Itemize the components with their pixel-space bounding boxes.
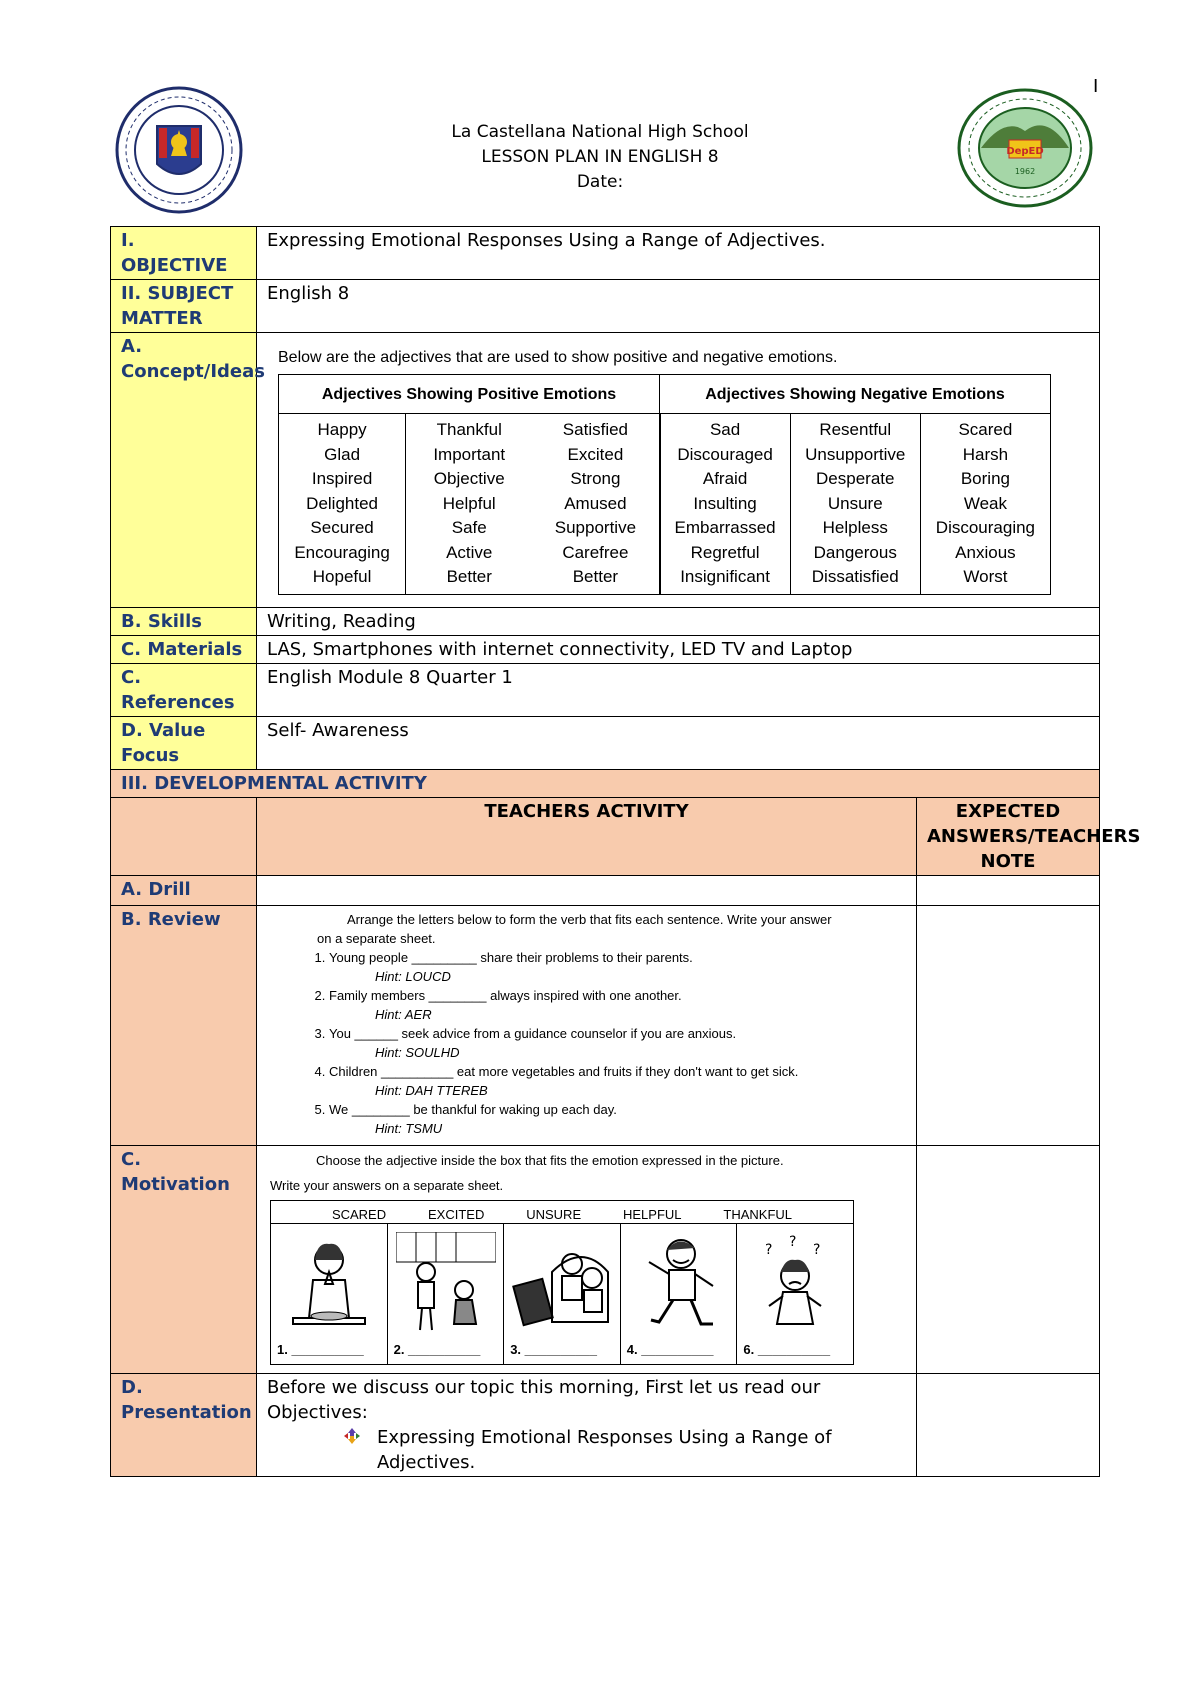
concept-label: A. Concept/Ideas <box>111 333 257 608</box>
kids-watching-tv-illustration <box>512 1232 612 1342</box>
school-name: La Castellana National High School <box>451 122 749 142</box>
materials-label: C. Materials <box>111 636 257 664</box>
review-list <box>287 948 916 1138</box>
motivation-choices-box <box>270 1200 854 1365</box>
list-item: 2. Family members ________ always inspired with one another. Hint: AER <box>329 986 916 1024</box>
plan-title: LESSON PLAN IN ENGLISH 8 <box>481 147 719 167</box>
materials-value: LAS, Smartphones with internet connectivity, LED TV and Laptop <box>257 636 1100 664</box>
positive-col-3: Satisfied Excited Strong Amused Supportive Carefree Better <box>532 414 659 595</box>
list-item: 4. Children __________ eat more vegetables and fruits if they don't want to get sick. Hint: DAH TTEREB <box>329 1062 916 1100</box>
positive-header: Adjectives Showing Positive Emotions <box>279 375 660 414</box>
document-header <box>0 120 1200 195</box>
blank-3: 3. __________ <box>510 1342 597 1357</box>
picture-5 <box>737 1224 853 1364</box>
presentation-notes <box>917 1374 1100 1477</box>
skills-label: B. Skills <box>111 608 257 636</box>
adjectives-table <box>278 374 1051 595</box>
negative-col-2: Resentful Unsupportive Desperate Unsure Helpless Dangerous Dissatisfied <box>790 414 920 595</box>
blank-5: 6. __________ <box>743 1342 831 1357</box>
expected-answers-header: EXPECTED ANSWERS/TEACHERS NOTE <box>917 798 1100 876</box>
objective-label: I. OBJECTIVE <box>111 227 257 280</box>
division-seal-badge: DepED <box>1006 146 1044 157</box>
presentation-objectives <box>267 1425 906 1475</box>
references-label: C. References <box>111 664 257 717</box>
negative-header: Adjectives Showing Negative Emotions <box>660 375 1051 414</box>
presentation-content <box>257 1374 917 1477</box>
positive-col-2: Thankful Important Objective Helpful Safe Active Better <box>406 414 533 595</box>
arrow-bullet-icon <box>343 1427 361 1445</box>
lesson-plan-table <box>110 226 1141 1477</box>
positive-col-1: Happy Glad Inspired Delighted Secured Encouraging Hopeful <box>279 414 406 595</box>
motivation-pictures <box>271 1223 853 1364</box>
drill-content <box>257 876 917 906</box>
review-content <box>257 906 917 1146</box>
drill-label: A. Drill <box>111 876 257 906</box>
blank-2: 2. __________ <box>393 1342 481 1357</box>
blank-4: 4. __________ <box>626 1342 714 1357</box>
objective-value: Expressing Emotional Responses Using a Range of Adjectives. <box>257 227 1100 280</box>
picture-1 <box>271 1224 388 1364</box>
presentation-text: Before we discuss our topic this morning, First let us read our Objectives: <box>267 1377 821 1423</box>
motivation-label: C. Motivation <box>111 1146 257 1374</box>
activity-header-blank <box>111 798 257 876</box>
review-notes <box>917 906 1100 1146</box>
review-intro: Arrange the letters below to form the verb that fits each sentence. Write your answer <box>347 912 832 927</box>
list-item: 5. We ________ be thankful for waking up each day. Hint: TSMU <box>329 1100 916 1138</box>
svg-text:?: ? <box>765 1242 773 1258</box>
choice-helpful: HELPFUL <box>623 1207 682 1222</box>
picture-3 <box>504 1224 621 1364</box>
motivation-intro: Choose the adjective inside the box that fits the emotion expressed in the picture. <box>316 1153 784 1168</box>
blank-1: 1. __________ <box>277 1342 364 1357</box>
motivation-content <box>257 1146 917 1374</box>
review-label: B. Review <box>111 906 257 1146</box>
picture-4 <box>621 1224 738 1364</box>
svg-text:?: ? <box>813 1242 821 1258</box>
review-intro-2: on a separate sheet. <box>317 931 436 946</box>
subject-matter-value: English 8 <box>257 280 1100 333</box>
motivation-choices <box>271 1201 853 1223</box>
value-focus-label: D. Value Focus <box>111 717 257 770</box>
adjectives-intro: Below are the adjectives that are used to show positive and negative emotions. <box>278 349 838 366</box>
teachers-activity-header: TEACHERS ACTIVITY <box>257 798 917 876</box>
boy-jumping-illustration <box>629 1232 729 1342</box>
motivation-intro-2: Write your answers on a separate sheet. <box>270 1178 504 1193</box>
choice-excited: EXCITED <box>428 1207 485 1222</box>
division-seal-year: 1962 <box>1014 167 1036 176</box>
subject-matter-label: II. SUBJECT MATTER <box>111 280 257 333</box>
girl-praying-illustration <box>279 1232 379 1342</box>
references-value: English Module 8 Quarter 1 <box>257 664 1100 717</box>
list-item: 1. Young people _________ share their problems to their parents. Hint: LOUCD <box>329 948 916 986</box>
developmental-activity-heading: III. DEVELOPMENTAL ACTIVITY <box>111 770 1100 798</box>
children-cleaning-illustration <box>396 1232 496 1342</box>
page-marker: I <box>1093 76 1099 97</box>
confused-girl-illustration <box>745 1232 845 1342</box>
presentation-objective-item: Expressing Emotional Responses Using a Range of Adjectives. <box>377 1427 832 1473</box>
drill-notes <box>917 876 1100 906</box>
skills-value: Writing, Reading <box>257 608 1100 636</box>
date-label: Date: <box>576 172 624 192</box>
picture-2 <box>388 1224 505 1364</box>
choice-thankful: THANKFUL <box>723 1207 793 1222</box>
list-item <box>377 1425 906 1475</box>
list-item: 3. You ______ seek advice from a guidance counselor if you are anxious. Hint: SOULHD <box>329 1024 916 1062</box>
negative-col-1: Sad Discouraged Afraid Insulting Embarrassed Regretful Insignificant <box>660 414 791 595</box>
negative-col-3: Scared Harsh Boring Weak Discouraging Anxious Worst <box>920 414 1050 595</box>
choice-scared: SCARED <box>331 1207 387 1222</box>
choice-unsure: UNSURE <box>526 1207 582 1222</box>
svg-text:?: ? <box>789 1234 797 1250</box>
presentation-label: D. Presentation <box>111 1374 257 1477</box>
concept-content <box>257 333 1100 608</box>
motivation-notes <box>917 1146 1100 1374</box>
value-focus-value: Self- Awareness <box>257 717 1100 770</box>
